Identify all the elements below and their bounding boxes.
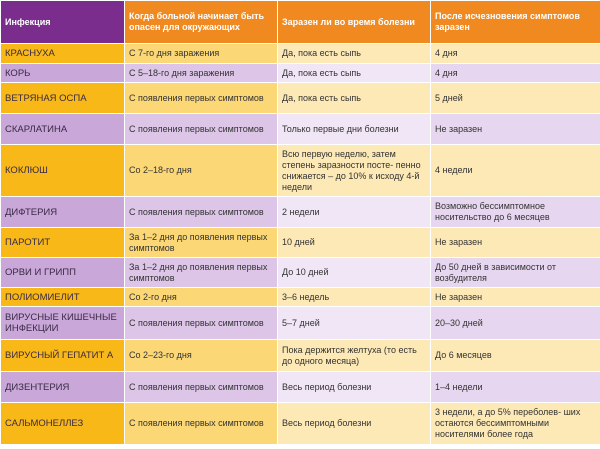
contagious-during: Да, пока есть сыпь xyxy=(278,44,431,64)
contagious-start: С появления первых симптомов xyxy=(125,197,278,228)
infection-name: ДИФТЕРИЯ xyxy=(1,197,125,228)
contagious-start: С появления первых симптомов xyxy=(125,403,278,445)
infection-name: САЛЬМОНЕЛЛЕЗ xyxy=(1,403,125,445)
contagious-start: За 1–2 дня до появления первых симптомов xyxy=(125,258,278,288)
contagious-during: 5–7 дней xyxy=(278,307,431,340)
contagious-after: 4 недели xyxy=(431,145,600,197)
infection-name: КОКЛЮШ xyxy=(1,145,125,197)
table-row xyxy=(1,145,600,197)
header-during-illness: Заразен ли во время болезни xyxy=(278,1,431,44)
table-row xyxy=(1,44,600,64)
table-row xyxy=(1,83,600,114)
contagious-start: С появления первых симптомов xyxy=(125,114,278,145)
infection-name: ПОЛИОМИЕЛИТ xyxy=(1,288,125,307)
infection-name: ВЕТРЯНАЯ ОСПА xyxy=(1,83,125,114)
header-after-symptoms: После исчезновения симптомов заразен xyxy=(431,1,600,44)
contagious-start: За 1–2 дня до появления первых симптомов xyxy=(125,228,278,258)
infection-name: ДИЗЕНТЕРИЯ xyxy=(1,372,125,403)
table-row xyxy=(1,197,600,228)
contagious-during: Да, пока есть сыпь xyxy=(278,83,431,114)
contagious-start: Со 2-го дня xyxy=(125,288,278,307)
table-row xyxy=(1,340,600,372)
contagious-during: Всю первую неделю, затем степень заразности посте- пенно снижается – до 10% к исходу 4-й недели xyxy=(278,145,431,197)
table-row xyxy=(1,403,600,445)
contagious-during: 10 дней xyxy=(278,228,431,258)
infection-name: СКАРЛАТИНА xyxy=(1,114,125,145)
contagious-after: 5 дней xyxy=(431,83,600,114)
contagious-during: 2 недели xyxy=(278,197,431,228)
infection-name: ВИРУСНЫЕ КИШЕЧНЫЕ ИНФЕКЦИИ xyxy=(1,307,125,340)
header-infection: Инфекция xyxy=(1,1,125,44)
contagious-after: Не заразен xyxy=(431,114,600,145)
infection-name: ВИРУСНЫЙ ГЕПАТИТ А xyxy=(1,340,125,372)
contagious-during: Пока держится желтуха (то есть до одного месяца) xyxy=(278,340,431,372)
table-row xyxy=(1,258,600,288)
contagious-during: Только первые дни болезни xyxy=(278,114,431,145)
contagious-during: Весь период болезни xyxy=(278,403,431,445)
contagious-after: 4 дня xyxy=(431,44,600,64)
contagious-during: 3–6 недель xyxy=(278,288,431,307)
table-header-row xyxy=(1,1,600,44)
infection-name: ПАРОТИТ xyxy=(1,228,125,258)
contagious-after: Не заразен xyxy=(431,228,600,258)
contagious-start: С 7-го дня заражения xyxy=(125,44,278,64)
table-row xyxy=(1,288,600,307)
infection-name: ОРВИ И ГРИПП xyxy=(1,258,125,288)
contagious-after: 20–30 дней xyxy=(431,307,600,340)
contagious-start: С появления первых симптомов xyxy=(125,83,278,114)
contagious-during: Весь период болезни xyxy=(278,372,431,403)
contagious-after: Возможно бессимптомное носительство до 6 месяцев xyxy=(431,197,600,228)
contagious-during: До 10 дней xyxy=(278,258,431,288)
header-when-contagious: Когда больной начинает быть опасен для окружающих xyxy=(125,1,278,44)
table-row xyxy=(1,64,600,83)
contagious-start: С появления первых симптомов xyxy=(125,372,278,403)
table-row xyxy=(1,114,600,145)
contagious-start: С появления первых симптомов xyxy=(125,307,278,340)
table-row xyxy=(1,307,600,340)
table-row xyxy=(1,228,600,258)
contagious-after: 1–4 недели xyxy=(431,372,600,403)
contagious-start: Со 2–23-го дня xyxy=(125,340,278,372)
table-row xyxy=(1,372,600,403)
contagious-start: С 5–18-го дня заражения xyxy=(125,64,278,83)
contagious-after: Не заразен xyxy=(431,288,600,307)
contagious-after: 4 дня xyxy=(431,64,600,83)
contagious-after: 3 недели, а до 5% переболев- ших остаются бессимптомными носителями более года xyxy=(431,403,600,445)
contagious-start: Со 2–18-го дня xyxy=(125,145,278,197)
infection-name: КРАСНУХА xyxy=(1,44,125,64)
contagious-during: Да, пока есть сыпь xyxy=(278,64,431,83)
infection-name: КОРЬ xyxy=(1,64,125,83)
contagious-after: До 6 месяцев xyxy=(431,340,600,372)
contagious-after: До 50 дней в зависимости от возбудителя xyxy=(431,258,600,288)
